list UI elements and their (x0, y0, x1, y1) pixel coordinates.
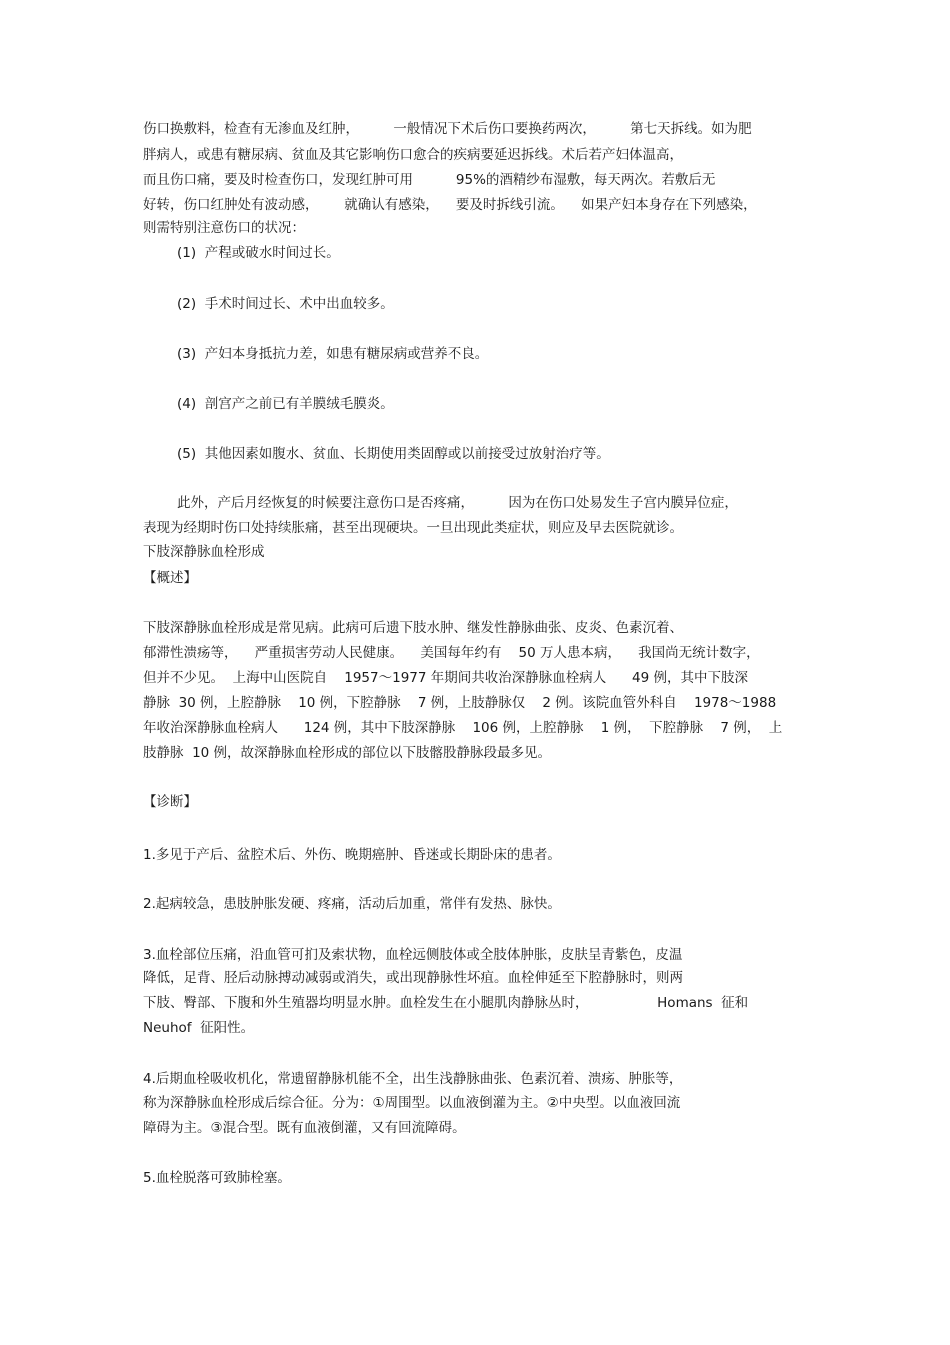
overview-line: 肢静脉 10 例，故深静脉血栓形成的部位以下肢髂股静脉段最多见。 (143, 745, 552, 761)
note-line: 此外，产后月经恢复的时候要注意伤口是否疼痛， 因为在伤口处易发生子宫内膜异位症， (177, 495, 738, 511)
intro-line: 则需特别注意伤口的状况： (143, 220, 305, 236)
intro-line: 胖病人，或患有糖尿病、贫血及其它影响伤口愈合的疾病要延迟拆线。术后若产妇体温高， (143, 147, 683, 163)
intro-line: 好转，伤口红肿处有波动感， 就确认有感染， 要及时拆线引流。 如果产妇本身存在下列感染， (143, 197, 757, 213)
diagnosis-item-1: 1.多见于产后、盆腔术后、外伤、晚期癌肿、昏迷或长期卧床的患者。 (143, 847, 561, 863)
overview-line: 年收治深静脉血栓病人 124 例，其中下肢深静脉 106 例，上腔静脉 1 例， 下腔静脉 7 例， 上 (143, 720, 783, 736)
overview-line: 下肢深静脉血栓形成是常见病。此病可后遗下肢水肿、继发性静脉曲张、皮炎、色素沉着、 (143, 620, 683, 636)
overview-line: 郁滞性溃疡等， 严重损害劳动人民健康。 美国每年约有 50 万人患本病， 我国尚无统计数字， (143, 645, 760, 661)
diagnosis-heading: 【诊断】 (143, 794, 197, 810)
intro-line: 伤口换敷料，检查有无渗血及红肿， 一般情况下术后伤口要换药两次， 第七天拆线。如为肥 (143, 121, 752, 137)
intro-line: 而且伤口痛，要及时检查伤口，发现红肿可用 95%的酒精纱布湿敷，每天两次。若敷后无 (143, 172, 716, 188)
condition-item: (1) 产程或破水时间过长。 (177, 245, 340, 261)
condition-item: (3) 产妇本身抵抗力差，如患有糖尿病或营养不良。 (177, 346, 489, 362)
diagnosis-item-3-line: 3.血栓部位压痛，沿血管可扪及索状物，血栓远侧肢体或全肢体肿胀，皮肤呈青紫色，皮温 (143, 947, 683, 963)
diagnosis-item-3-line: 降低，足背、胫后动脉搏动减弱或消失，或出现静脉性坏疽。血栓伸延至下腔静脉时，则两 (143, 970, 683, 986)
diagnosis-item-3-line: Neuhof 征阳性。 (143, 1020, 255, 1036)
section-title: 下肢深静脉血栓形成 (143, 544, 265, 560)
condition-item: (5) 其他因素如腹水、贫血、长期使用类固醇或以前接受过放射治疗等。 (177, 446, 610, 462)
diagnosis-item-4-line: 4.后期血栓吸收机化，常遗留静脉机能不全，出生浅静脉曲张、色素沉着、溃疡、肿胀等， (143, 1071, 683, 1087)
diagnosis-item-3-line: 下肢、臀部、下腹和外生殖器均明显水肿。血栓发生在小腿肌肉静脉丛时， Homans 征和 (143, 995, 749, 1011)
diagnosis-item-4-line: 障碍为主。③混合型。既有血液倒灌，又有回流障碍。 (143, 1120, 466, 1136)
condition-item: (4) 剖宫产之前已有羊膜绒毛膜炎。 (177, 396, 394, 412)
diagnosis-item-5: 5.血栓脱落可致肺栓塞。 (143, 1170, 291, 1186)
diagnosis-item-4-line: 称为深静脉血栓形成后综合征。分为：①周围型。以血液倒灌为主。②中央型。以血液回流 (143, 1095, 681, 1111)
diagnosis-item-2: 2.起病较急，患肢肿胀发硬、疼痛，活动后加重，常伴有发热、脉快。 (143, 896, 561, 912)
note-line: 表现为经期时伤口处持续胀痛，甚至出现硬块。一旦出现此类症状，则应及早去医院就诊。 (143, 520, 683, 536)
overview-line: 静脉 30 例，上腔静脉 10 例，下腔静脉 7 例，上肢静脉仅 2 例。该院血管外科自 1978～1988 (143, 695, 777, 711)
overview-heading: 【概述】 (143, 570, 197, 586)
condition-item: (2) 手术时间过长、术中出血较多。 (177, 296, 394, 312)
overview-line: 但并不少见。 上海中山医院自 1957～1977 年期间共收治深静脉血栓病人 49 例，其中下肢深 (143, 670, 748, 686)
